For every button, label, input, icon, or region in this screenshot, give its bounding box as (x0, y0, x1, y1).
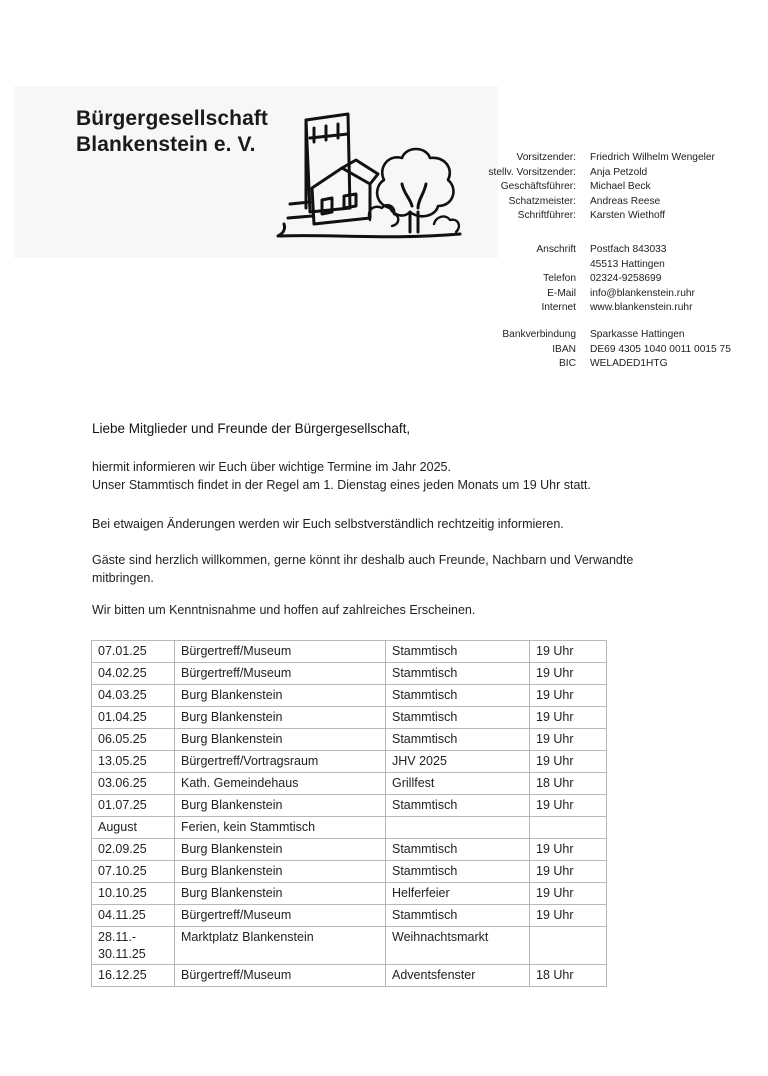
date-cell: 07.10.25 (92, 861, 175, 883)
event-cell: Stammtisch (386, 685, 530, 707)
event-cell: Stammtisch (386, 795, 530, 817)
place-cell: Marktplatz Blankenstein (175, 927, 386, 965)
bank-value: DE69 4305 1040 0011 0015 75 (590, 343, 731, 355)
contact-value: 45513 Hattingen (590, 258, 665, 270)
officer-value: Andreas Reese (590, 195, 661, 207)
event-cell: Helferfeier (386, 883, 530, 905)
date-cell: 01.07.25 (92, 795, 175, 817)
officer-label: Schriftführer: (517, 210, 576, 221)
table-row (92, 773, 607, 795)
date-cell: 03.06.25 (92, 773, 175, 795)
table-row (92, 817, 607, 839)
date-cell: 02.09.25 (92, 839, 175, 861)
time-cell: 19 Uhr (530, 905, 607, 927)
time-cell: 19 Uhr (530, 861, 607, 883)
letter-greeting: Liebe Mitglieder und Freunde der Bürgergesellschaft, (92, 421, 411, 436)
letter-line: mitbringen. (92, 571, 154, 585)
table-row (92, 839, 607, 861)
officer-row (440, 166, 760, 181)
place-cell: Burg Blankenstein (175, 729, 386, 751)
time-cell: 19 Uhr (530, 685, 607, 707)
organization-name (76, 106, 268, 158)
table-row (92, 663, 607, 685)
officer-label: Vorsitzender: (516, 152, 576, 163)
date-cell: 13.05.25 (92, 751, 175, 773)
place-cell: Burg Blankenstein (175, 685, 386, 707)
bank-label: Bankverbindung (502, 329, 576, 340)
time-cell (530, 927, 607, 965)
table-row (92, 965, 607, 987)
event-cell: Weihnachtsmarkt (386, 927, 530, 965)
organization-name-line2: Blankenstein e. V. (76, 133, 256, 156)
place-cell: Kath. Gemeindehaus (175, 773, 386, 795)
bank-row (440, 357, 760, 372)
event-cell: Stammtisch (386, 861, 530, 883)
contact-label: Anschrift (536, 244, 576, 255)
time-cell: 19 Uhr (530, 707, 607, 729)
time-cell: 18 Uhr (530, 965, 607, 987)
time-cell: 19 Uhr (530, 751, 607, 773)
event-cell: Grillfest (386, 773, 530, 795)
castle-logo (270, 108, 466, 244)
date-cell: 16.12.25 (92, 965, 175, 987)
contact-row (440, 258, 760, 273)
contact-label (440, 258, 590, 273)
place-cell: Bürgertreff/Museum (175, 965, 386, 987)
officer-row (440, 151, 760, 166)
date-cell: 01.04.25 (92, 707, 175, 729)
table-row (92, 729, 607, 751)
contact-row (440, 243, 760, 258)
event-cell (386, 817, 530, 839)
letter-line: hiermit informieren wir Euch über wichtige Termine im Jahr 2025. (92, 460, 451, 474)
contact-website[interactable]: www.blankenstein.ruhr (590, 302, 693, 313)
letter-paragraph-guests (92, 551, 692, 587)
letter-paragraph-changes: Bei etwaigen Änderungen werden wir Euch selbstverständlich rechtzeitig informieren. (92, 517, 564, 531)
table-row (92, 641, 607, 663)
officer-row (440, 195, 760, 210)
event-cell: Stammtisch (386, 729, 530, 751)
table-row (92, 927, 607, 965)
place-cell: Bürgertreff/Vortragsraum (175, 751, 386, 773)
officer-label: Geschäftsführer: (500, 181, 576, 192)
time-cell (530, 817, 607, 839)
letter-paragraph-closing: Wir bitten um Kenntnisnahme und hoffen auf zahlreiches Erscheinen. (92, 603, 476, 617)
table-row (92, 707, 607, 729)
date-end: 30.11.25 (98, 947, 146, 961)
table-row (92, 905, 607, 927)
contact-row (440, 301, 760, 316)
date-cell (92, 927, 175, 965)
event-cell: Stammtisch (386, 905, 530, 927)
event-cell: Stammtisch (386, 839, 530, 861)
time-cell: 19 Uhr (530, 663, 607, 685)
place-cell: Burg Blankenstein (175, 795, 386, 817)
date-cell: 06.05.25 (92, 729, 175, 751)
officer-label: Schatzmeister: (508, 195, 576, 207)
bank-label: IBAN (552, 343, 576, 355)
place-cell: Burg Blankenstein (175, 883, 386, 905)
letter-paragraph-intro (92, 458, 692, 494)
event-cell: JHV 2025 (386, 751, 530, 773)
table-row (92, 861, 607, 883)
place-cell: Bürgertreff/Museum (175, 663, 386, 685)
time-cell: 19 Uhr (530, 641, 607, 663)
table-row (92, 795, 607, 817)
bank-row (440, 343, 760, 358)
event-cell: Stammtisch (386, 641, 530, 663)
contact-value: Postfach 843033 (590, 244, 667, 255)
place-cell: Burg Blankenstein (175, 861, 386, 883)
time-cell: 19 Uhr (530, 839, 607, 861)
letter-line: Gäste sind herzlich willkommen, gerne könnt ihr deshalb auch Freunde, Nachbarn und Verwandte (92, 553, 634, 567)
table-row (92, 751, 607, 773)
contact-email[interactable]: info@blankenstein.ruhr (590, 287, 695, 299)
table-row (92, 883, 607, 905)
officer-row (440, 209, 760, 224)
event-cell: Adventsfenster (386, 965, 530, 987)
contact-value: 02324-9258699 (590, 273, 662, 284)
bank-block (440, 328, 760, 372)
contact-label: E-Mail (547, 287, 576, 299)
time-cell: 19 Uhr (530, 795, 607, 817)
date-cell: August (92, 817, 175, 839)
bank-label: BIC (559, 358, 576, 369)
contact-row (440, 272, 760, 287)
date-start: 28.11.- (98, 930, 136, 944)
officer-label: stellv. Vorsitzender: (488, 166, 576, 178)
officer-row (440, 180, 760, 195)
place-cell: Burg Blankenstein (175, 707, 386, 729)
time-cell: 19 Uhr (530, 729, 607, 751)
date-cell: 04.11.25 (92, 905, 175, 927)
contact-label: Telefon (543, 273, 576, 284)
date-cell: 07.01.25 (92, 641, 175, 663)
contact-label: Internet (541, 302, 576, 313)
place-cell: Burg Blankenstein (175, 839, 386, 861)
date-cell: 10.10.25 (92, 883, 175, 905)
contact-block (440, 243, 760, 316)
officers-list (440, 151, 760, 224)
time-cell: 19 Uhr (530, 883, 607, 905)
bank-row (440, 328, 760, 343)
bank-value: Sparkasse Hattingen (590, 329, 685, 340)
date-cell: 04.03.25 (92, 685, 175, 707)
officer-value: Karsten Wiethoff (590, 210, 666, 221)
letter-line: Unser Stammtisch findet in der Regel am 1. Dienstag eines jeden Monats um 19 Uhr statt. (92, 478, 591, 492)
officer-value: Friedrich Wilhelm Wengeler (590, 152, 715, 163)
event-cell: Stammtisch (386, 707, 530, 729)
place-cell: Bürgertreff/Museum (175, 905, 386, 927)
table-row (92, 685, 607, 707)
date-cell: 04.02.25 (92, 663, 175, 685)
place-cell: Bürgertreff/Museum (175, 641, 386, 663)
time-cell: 18 Uhr (530, 773, 607, 795)
place-cell: Ferien, kein Stammtisch (175, 817, 386, 839)
officer-value: Michael Beck (590, 181, 651, 192)
event-cell: Stammtisch (386, 663, 530, 685)
officer-value: Anja Petzold (590, 166, 648, 178)
schedule-table (91, 640, 607, 987)
contact-row (440, 287, 760, 302)
organization-name-line1: Bürgergesellschaft (76, 107, 269, 130)
bank-value: WELADED1HTG (590, 358, 668, 369)
